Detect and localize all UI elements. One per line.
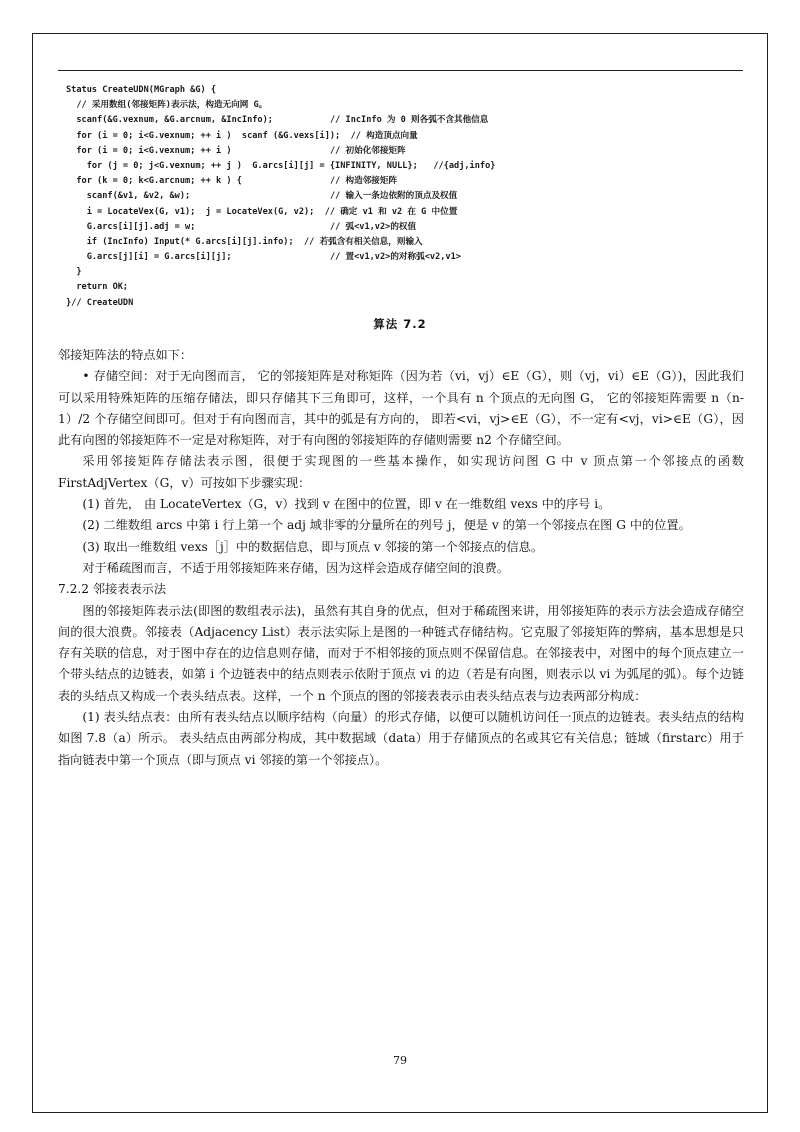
code-text: i = LocateVex(G, v1); j = LocateVex(G, v2); // 确定 v1 和 v2 在 G 中位置 bbox=[66, 206, 458, 217]
code-line bbox=[66, 265, 726, 280]
code-comment: // 置<v1,v2>的对称弧<v2,v1> bbox=[330, 252, 461, 263]
code-text: scanf(&G.vexnum, &G.arcnum, &IncInfo); bbox=[66, 115, 273, 126]
code-line bbox=[66, 174, 726, 189]
paragraph: (1) 首先， 由 LocateVertex（G，v）找到 v 在图中的位置，即 v 在一维数组 vexs 中的序号 i。 bbox=[82, 497, 611, 512]
code-comment: // 弧<v1,v2>的权值 bbox=[330, 221, 417, 232]
code-text: // 采用数组(邻接矩阵)表示法，构造无向网 G。 bbox=[66, 100, 268, 111]
paragraph: 邻接矩阵法的特点如下： bbox=[58, 348, 193, 362]
code-line bbox=[66, 250, 726, 265]
paragraph: 7.2.2 邻接表表示法 bbox=[58, 582, 167, 597]
code-text: for (i = 0; i<G.vexnum; ++ i ) bbox=[66, 145, 232, 156]
code-comment: // 构造邻接矩阵 bbox=[330, 176, 398, 187]
header-rule bbox=[58, 70, 743, 71]
code-comment: // 初始化邻接矩阵 bbox=[330, 145, 406, 156]
code-text: G.arcs[j][i] = G.arcs[i][j]; bbox=[66, 252, 232, 263]
code-text: G.arcs[i][j].adj = w; bbox=[66, 221, 196, 232]
code-text: for (i = 0; i<G.vexnum; ++ i ) scanf (&G.vexs[i]); // 构造顶点向量 bbox=[66, 130, 418, 141]
algorithm-caption: 算法 7.2 bbox=[373, 317, 427, 331]
algorithm-code-block bbox=[66, 83, 726, 311]
page-number: 79 bbox=[393, 1054, 407, 1067]
code-line bbox=[66, 83, 726, 98]
code-line bbox=[66, 98, 726, 113]
paragraph: 采用邻接矩阵存储法表示图，很便于实现图的一些基本操作，如实现访问图 G 中 v 顶点第一个邻接点的函数 FirstAdjVertex（G，v）可按如下步骤实现： bbox=[58, 454, 744, 490]
code-line bbox=[66, 220, 726, 235]
code-text: }// CreateUDN bbox=[66, 297, 134, 308]
code-text: } bbox=[66, 267, 82, 278]
paragraph: (2) 二维数组 arcs 中第 i 行上第一个 adj 域非零的分量所在的列号 j，便是 v 的第一个邻接点在图 G 中的位置。 bbox=[82, 518, 691, 533]
code-line bbox=[66, 205, 726, 220]
paragraph: • 存储空间：对于无向图而言， 它的邻接矩阵是对称矩阵（因为若（vi，vj）∈E（G），则（vj，vi）∈E（G）)，因此我们可以采用特殊矩阵的压缩存储法，即只存储其下三角即可，这样，一个具有 n 个顶点的无向图 G， 它的邻接矩阵需要 n（n-1）/2 个存储空间即可。但对于有向图而言，其中的弧是有方向的， 即若<vi，vj>∈E（G），不一定有<vj，vi>∈E（G），因此有向图的邻接矩阵不一定是对称矩阵，对于有向图的邻接矩阵的存储则需要 n2 个存储空间。 bbox=[58, 369, 744, 448]
code-line bbox=[66, 280, 726, 295]
code-line bbox=[66, 159, 726, 174]
code-text: scanf(&v1, &v2, &w); bbox=[66, 191, 191, 202]
code-line bbox=[66, 235, 726, 250]
code-line bbox=[66, 113, 726, 128]
paragraph: (3) 取出一维数组 vexs［j］中的数据信息，即与顶点 v 邻接的第一个邻接点的信息。 bbox=[82, 539, 544, 554]
code-text: Status CreateUDN(MGraph &G) { bbox=[66, 85, 217, 95]
paragraph: (1) 表头结点表：由所有表头结点以顺序结构（向量）的形式存储，以便可以随机访问任一顶点的边链表。表头结点的结构如图 7.8（a）所示。 表头结点由两部分构成，其中数据域（data）用于存储顶点的名或其它有关信息；链域（firstarc）用于指向链表中第一个顶点（即与顶点 vi 邻接的第一个邻接点）。 bbox=[58, 710, 744, 767]
body-text bbox=[58, 345, 744, 771]
code-text: for (k = 0; k<G.arcnum; ++ k ) { bbox=[66, 176, 242, 187]
paragraph: 图的邻接矩阵表示法(即图的数组表示法)，虽然有其自身的优点，但对于稀疏图来讲，用邻接矩阵的表示方法会造成存储空间的很大浪费。邻接表（Adjacency List）表示法实际上是图的一种链式存储结构。它克服了邻接矩阵的弊病，基本思想是只存有关联的信息，对于图中存在的边信息则存储，而对于不相邻接的顶点则不保留信息。在邻接表中，对图中的每个顶点建立一个带头结点的边链表，如第 i 个边链表中的结点则表示依附于顶点 vi 的边（若是有向图，则表示以 vi 为弧尾的弧）。每个边链表的头结点又构成一个表头结点表。这样，一个 n 个顶点的图的邻接表表示由表头结点表与边表两部分构成： bbox=[58, 603, 744, 703]
code-text: for (j = 0; j<G.vexnum; ++ j ) G.arcs[i][j] = {INFINITY, NULL}; //{adj,info} bbox=[66, 160, 496, 171]
code-line bbox=[66, 189, 726, 204]
code-text: if (IncInfo) Input(* G.arcs[i][j].info); // 若弧含有相关信息，则输入 bbox=[66, 236, 423, 247]
code-line bbox=[66, 296, 726, 311]
code-comment: // 输入一条边依附的顶点及权值 bbox=[330, 191, 458, 202]
paragraph: 对于稀疏图而言，不适于用邻接矩阵来存储，因为这样会造成存储空间的浪费。 bbox=[82, 560, 509, 575]
code-text: return OK; bbox=[66, 282, 129, 293]
code-line bbox=[66, 144, 726, 159]
code-comment: // IncInfo 为 0 则各弧不含其他信息 bbox=[330, 115, 489, 126]
code-line bbox=[66, 129, 726, 144]
